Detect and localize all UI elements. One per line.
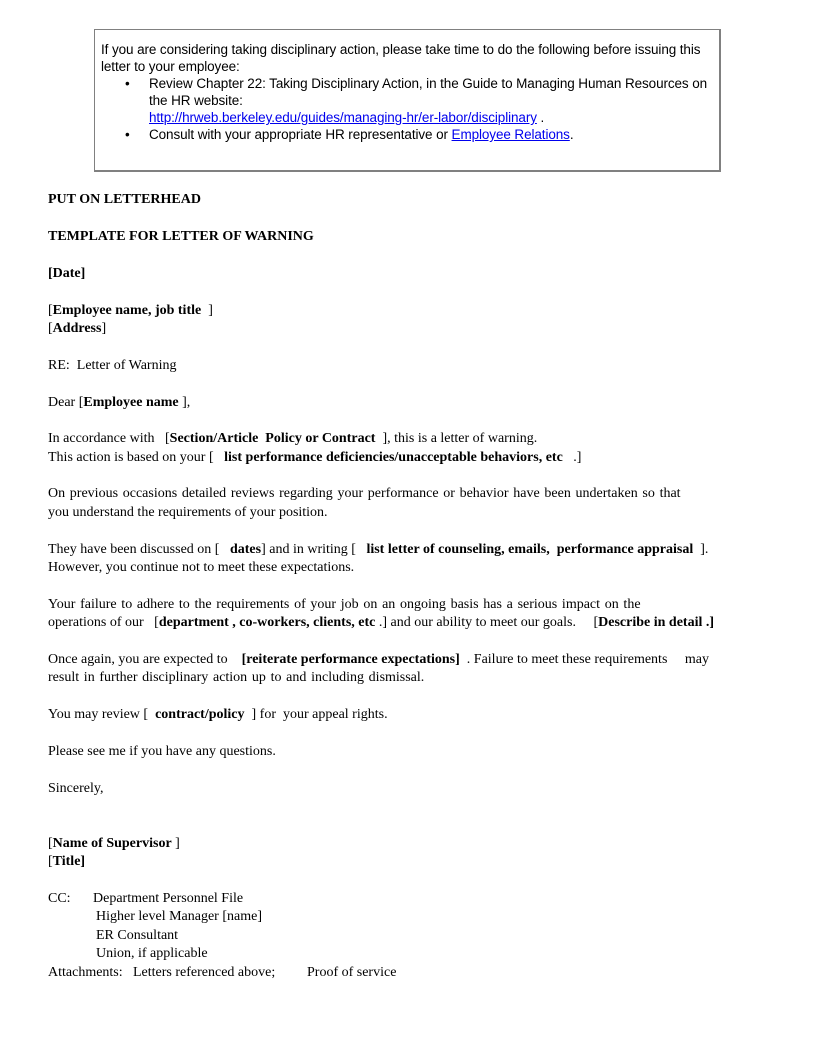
attachment-item: Letters referenced above; xyxy=(133,965,276,980)
paragraph-5-line-2: result in further disciplinary action up to and including dismissal. xyxy=(48,670,425,685)
cc-item: Union, if applicable xyxy=(96,946,208,961)
re-line: RE: Letter of Warning xyxy=(48,358,177,373)
instructions-intro: If you are considering taking disciplinary action, please take time to do the following before issuing this letter to your employee: xyxy=(101,42,701,74)
instructions-list xyxy=(101,75,709,143)
paragraph-2-line-2: you understand the requirements of your position. xyxy=(48,505,328,520)
attachments-label: Attachments: xyxy=(48,965,123,980)
cc-label: CC: xyxy=(48,891,71,906)
cc-item: ER Consultant xyxy=(96,928,179,943)
hrweb-disciplinary-link[interactable]: http://hrweb.berkeley.edu/guides/managing-hr/er-labor/disciplinary xyxy=(149,110,537,125)
appeal-rights-line: You may review [ contract/policy ] for your appeal rights. xyxy=(48,707,388,722)
bullet-icon: • xyxy=(125,76,130,91)
paragraph-2-line-1: On previous occasions detailed reviews regarding your performance or behavior have been undertaken so that xyxy=(48,486,681,501)
date-placeholder: [Date] xyxy=(48,266,86,281)
instruction-item-consult-hr: • Consult with your appropriate HR representative or Employee Relations. xyxy=(125,127,574,142)
paragraph-3-line-2: However, you continue not to meet these expectations. xyxy=(48,560,355,575)
employee-name-line: [Employee name, job title ] xyxy=(48,303,213,318)
paragraph-3-line-1: They have been discussed on [ dates] and in writing [ list letter of counseling, emails, performance appraisal ]. xyxy=(48,542,709,557)
paragraph-1-line-1: In accordance with [Section/Article Policy or Contract ], this is a letter of warning. xyxy=(48,431,538,446)
instructions-box xyxy=(94,29,721,172)
paragraph-4-line-1: Your failure to adhere to the requirements of your job on an ongoing basis has a serious impact on the xyxy=(48,597,641,612)
instruction-item-review-chapter: • Review Chapter 22: Taking Disciplinary Action, in the Guide to Managing Human Resources on the HR website: http://hrweb.berkeley.edu/guides/managing-hr/er-labor/disciplinary . xyxy=(125,76,708,125)
questions-line: Please see me if you have any questions. xyxy=(48,744,276,759)
salutation: Dear [Employee name ], xyxy=(48,395,191,410)
paragraph-5-line-1: Once again, you are expected to [reiterate performance expectations] . Failure to meet these requirements may xyxy=(48,652,710,667)
employee-relations-link[interactable]: Employee Relations xyxy=(451,127,570,142)
bullet-icon: • xyxy=(125,127,130,142)
supervisor-title: [Title] xyxy=(48,854,86,869)
closing: Sincerely, xyxy=(48,781,104,796)
supervisor-name: [Name of Supervisor ] xyxy=(48,836,180,851)
cc-item: Higher level Manager [name] xyxy=(96,909,262,924)
letterhead-heading: PUT ON LETTERHEAD xyxy=(48,192,201,207)
template-title: TEMPLATE FOR LETTER OF WARNING xyxy=(48,229,314,244)
attachment-item: Proof of service xyxy=(307,965,397,980)
address-line: [Address] xyxy=(48,321,107,336)
paragraph-1-line-2: This action is based on your [ list performance deficiencies/unacceptable behaviors, etc .] xyxy=(48,450,582,465)
cc-item: Department Personnel File xyxy=(93,891,244,906)
paragraph-4-line-2: operations of our [department , co-workers, clients, etc .] and our ability to meet our goals. [Describe in detail .] xyxy=(48,615,715,630)
